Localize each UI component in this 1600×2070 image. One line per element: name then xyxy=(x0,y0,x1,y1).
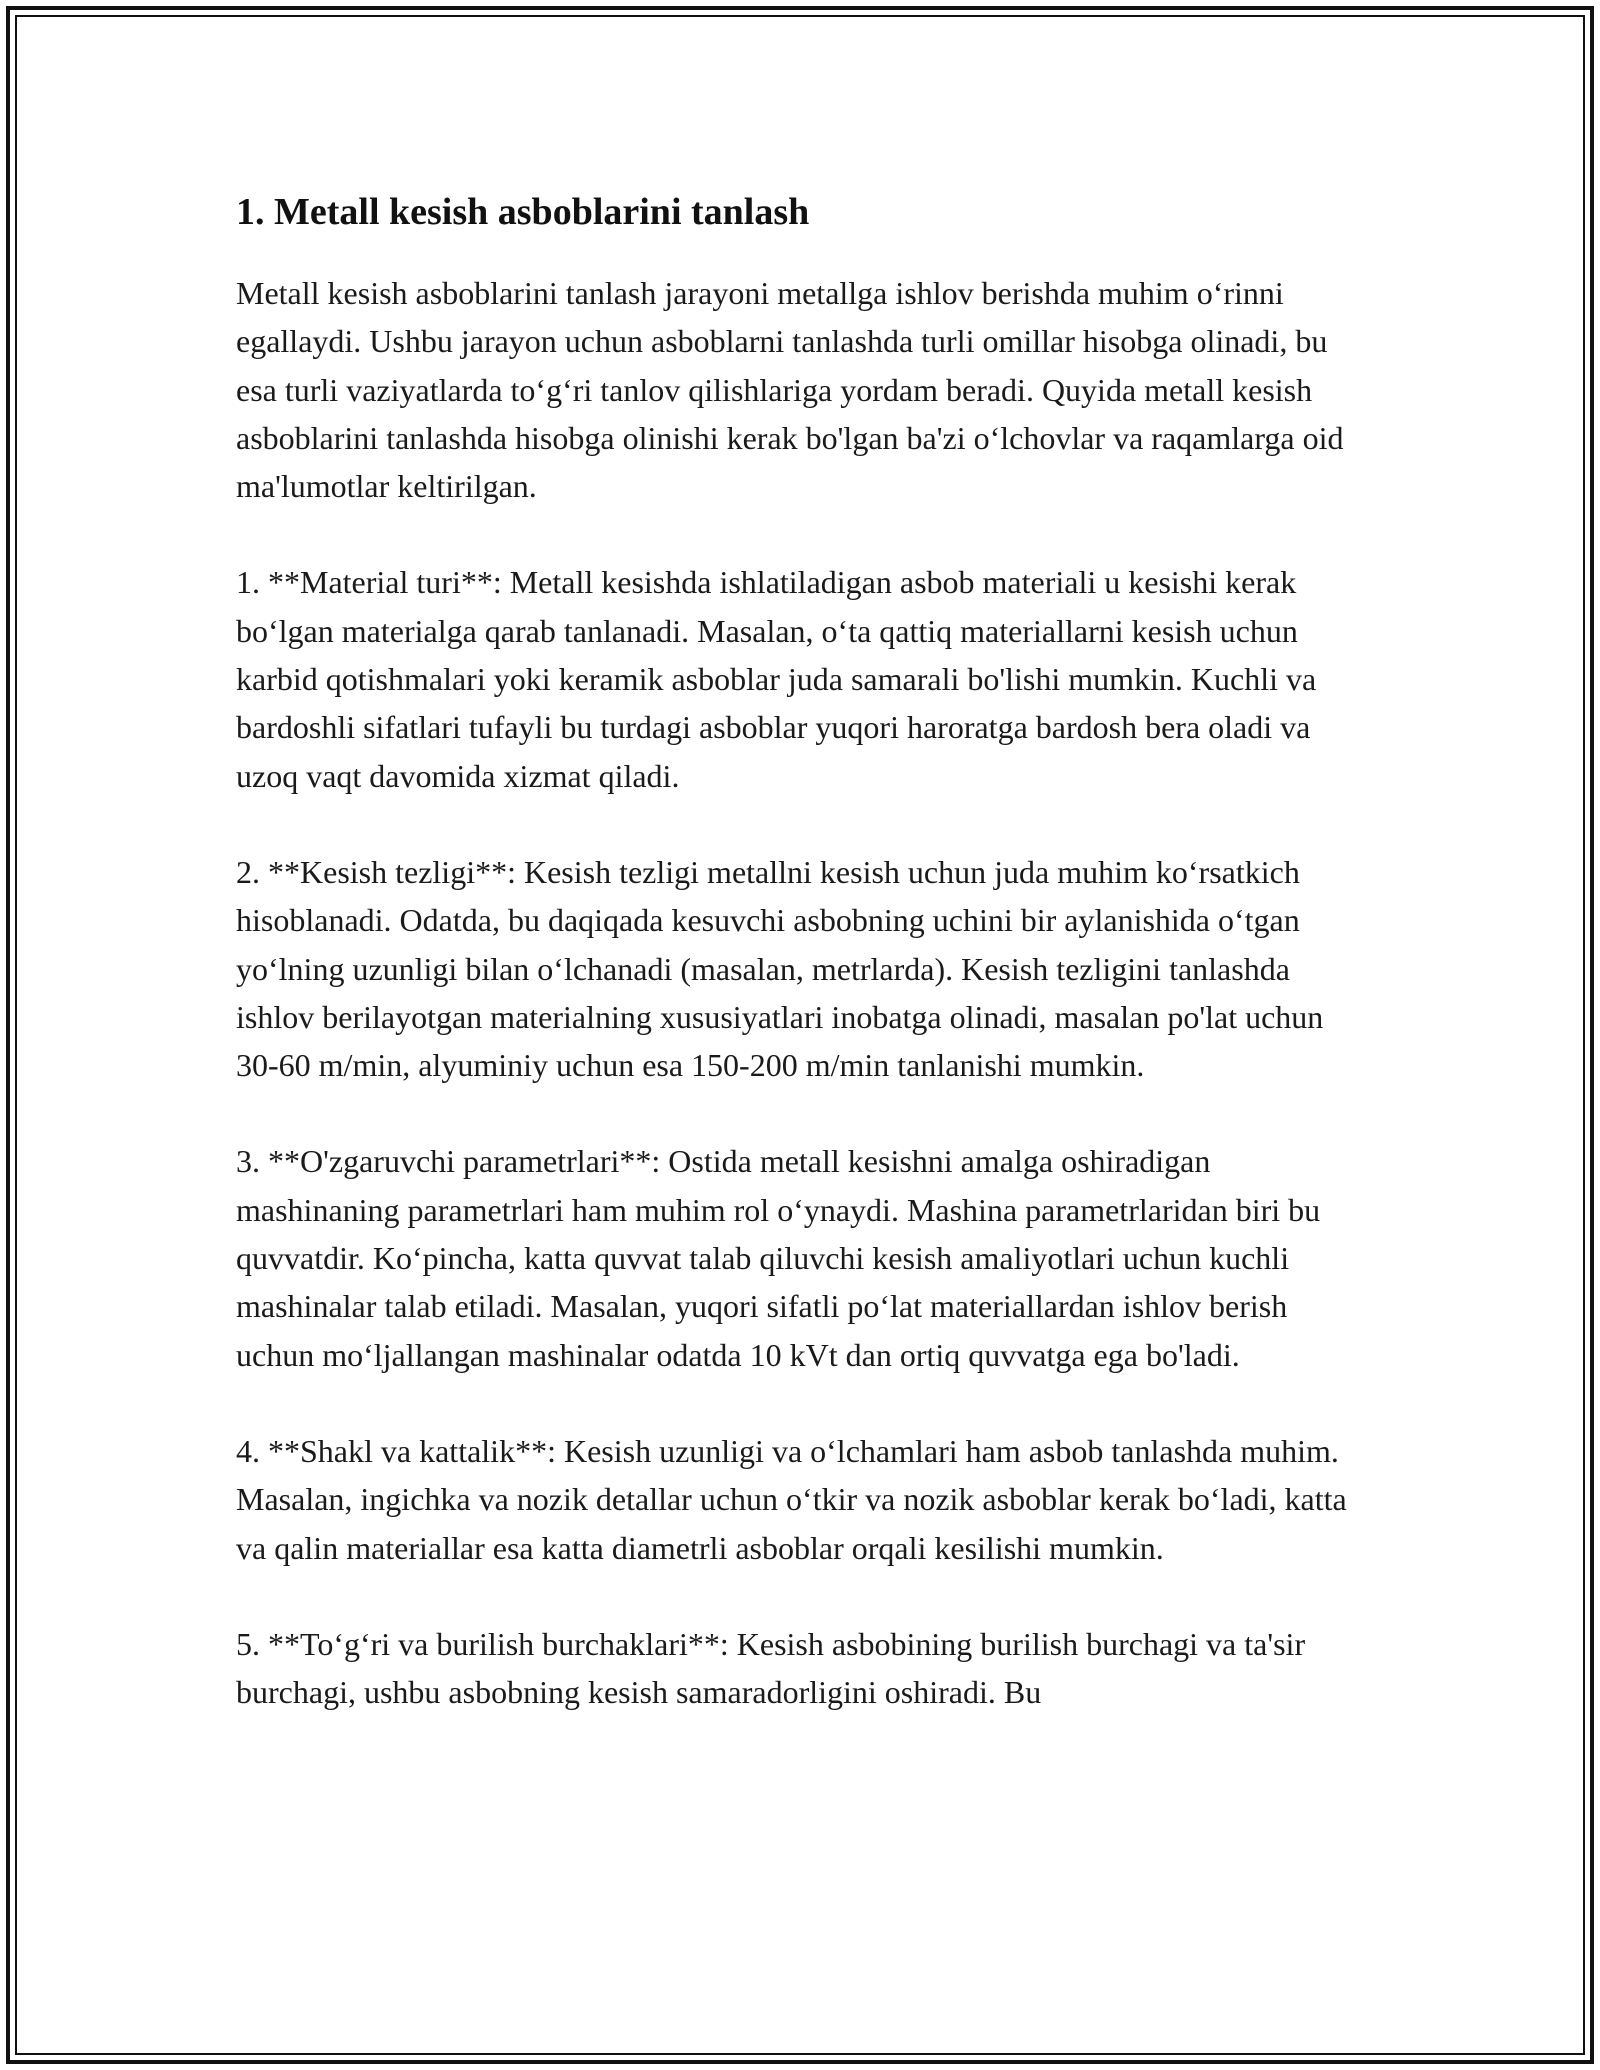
paragraph-shape-size: 4. **Shakl va kattalik**: Kesish uzunligi va o‘lchamlari ham asbob tanlashda muhim. Masalan, ingichka va nozik detallar uchun o‘tkir va nozik asboblar kerak bo‘ladi, katta va qalin materiallar esa katta diametrli asboblar orqali kesilishi mumkin. xyxy=(236,1432,1347,1566)
document-body xyxy=(236,185,1366,1764)
paragraph-angles: 5. **To‘g‘ri va burilish burchaklari**: Kesish asbobining burilish burchagi va ta'sir burchagi, ushbu asbobning kesish samaradorligini oshiradi. Bu xyxy=(236,1625,1306,1711)
paragraph-variable-parameters: 3. **O'zgaruvchi parametrlari**: Ostida metall kesishni amalga oshiradigan mashinaning parametrlari ham muhim rol o‘ynaydi. Mashina parametrlaridan biri bu quvvatdir. Ko‘pincha, katta quvvat talab qiluvchi kesish amaliyotlari uchun kuchli mashinalar talab etiladi. Masalan, yuqori sifatli po‘lat materiallardan ishlov berish uchun mo‘ljallangan mashinalar odatda 10 kVt dan ortiq quvvatga ega bo'ladi. xyxy=(236,1143,1321,1373)
intro-paragraph: Metall kesish asboblarini tanlash jarayoni metallga ishlov berishda muhim o‘rinni egallaydi. Ushbu jarayon uchun asboblarni tanlashda turli omillar hisobga olinadi, bu esa turli vaziyatlarda to‘g‘ri tanlov qilishlariga yordam beradi. Quyida metall kesish asboblarini tanlashda hisobga olinishi kerak bo'lgan ba'zi o‘lchovlar va raqamlarga oid ma'lumotlar keltirilgan. xyxy=(236,275,1344,505)
section-heading: 1. Metall kesish asboblarini tanlash xyxy=(236,191,810,233)
paragraph-cutting-speed: 2. **Kesish tezligi**: Kesish tezligi metallni kesish uchun juda muhim ko‘rsatkich hisoblanadi. Odatda, bu daqiqada kesuvchi asbobning uchini bir aylanishida o‘tgan yo‘lning uzunligi bilan o‘lchanadi (masalan, metrlarda). Kesish tezligini tanlashda ishlov berilayotgan materialning xususiyatlari inobatga olinadi, masalan po'lat uchun 30-60 m/min, alyuminiy uchun esa 150-200 m/min tanlanishi mumkin. xyxy=(236,853,1324,1084)
paragraph-material-type: 1. **Material turi**: Metall kesishda ishlatiladigan asbob materiali u kesishi kerak bo‘lgan materialga qarab tanlanadi. Masalan, o‘ta qattiq materiallarni kesish uchun karbid qotishmalari yoki keramik asboblar juda samarali bo'lishi mumkin. Kuchli va bardoshli sifatlari tufayli bu turdagi asboblar yuqori haroratga bardosh bera oladi va uzoq vaqt davomida xizmat qiladi. xyxy=(236,564,1317,794)
